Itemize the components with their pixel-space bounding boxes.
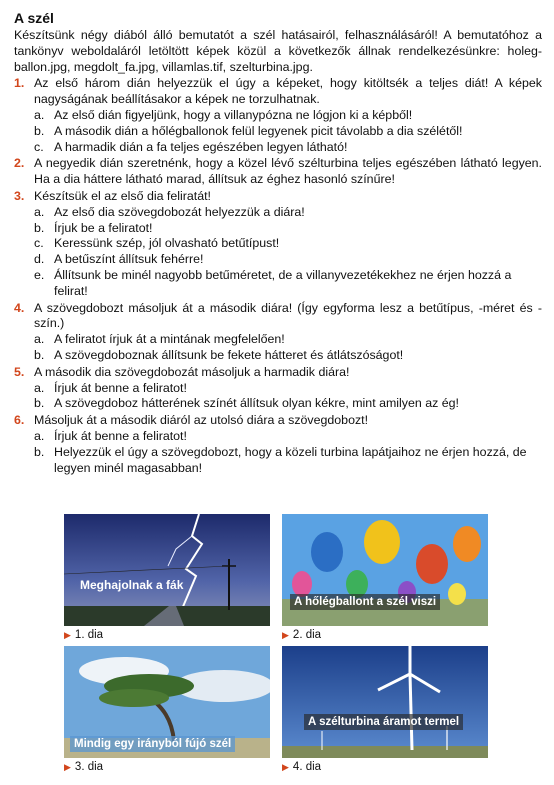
task-number: 3. [14,188,25,203]
subtask-item [14,348,542,364]
subtask-item [14,221,542,237]
subtask-item [14,381,542,397]
task-item [14,365,542,381]
subtask-letter: a. [34,332,45,347]
document-page [14,10,542,476]
triangle-icon: ▶ [282,762,289,772]
bent-tree-image [64,646,270,758]
subtask-text: A harmadik dián a fa teljes egészében legyen látható! [54,139,348,154]
subtask-letter: b. [34,444,45,459]
slide-label [282,760,488,774]
lightning-image [64,514,270,626]
subtask-letter: b. [34,347,45,362]
document-title: A szél [14,10,54,26]
subtask-item [14,332,542,348]
intro-paragraph: Készítsünk négy diából álló bemutatót a szél hatásairól, felhasználásáról! A bemutatóhoz a tankönyv weboldaláról letöltött képek közül a következők állnak rendelkezésünkre: holeg-ballon.jpg, megdolt_fa.jpg, villamlas.tif, szelturbina.jpg. [14,28,542,74]
subtask-item [14,124,542,140]
subtask-letter: b. [34,220,45,235]
subtask-text: Állítsunk be minél nagyobb betűméretet, de a villanyvezetékekhez ne érjen hozzá a felirat! [54,267,512,298]
subtask-item [14,108,542,124]
subtask-letter: a. [34,107,45,122]
task-item [14,413,542,429]
task-text: Másoljuk át a második diáról az utolsó diára a szövegdobozt! [34,413,369,428]
slide-label [64,760,270,774]
slide-label-text: 1. dia [74,629,104,641]
slide-figure-2 [282,514,488,642]
subtask-letter: b. [34,123,45,138]
subtask-text: A szövegdoboz hátterének színét állítsuk olyan kékre, mint amilyen az ég! [54,396,459,411]
subtask-item [14,252,542,268]
subtask-text: Az első dia szövegdobozát helyezzük a diára! [54,204,305,219]
task-item [14,76,542,108]
subtask-item [14,429,542,445]
task-number: 6. [14,413,25,428]
task-number: 2. [14,156,25,171]
task-item [14,156,542,188]
subtask-text: A szövegdoboznak állítsunk be fekete hátteret és átlátszóságot! [54,347,404,362]
slide-gallery [64,514,484,778]
slide-label [282,628,488,642]
task-text: A második dia szövegdobozát másoljuk a harmadik diára! [34,364,350,379]
wind-turbine-image [282,646,488,758]
slide-label [64,628,270,642]
slide-figure-4 [282,646,488,774]
task-list [14,76,542,476]
subtask-item [14,205,542,221]
slide-caption-overlay: Mindig egy irányból fújó szél [70,736,235,752]
subtask-item [14,445,542,477]
subtask-letter: c. [34,236,44,251]
subtask-letter: a. [34,204,45,219]
slide-label-text: 2. dia [292,629,322,641]
subtask-item [14,396,542,412]
subtask-text: Helyezzük el úgy a szövegdobozt, hogy a közeli turbina lapátjaihoz ne érjen hozzá, de legyen minél magasabban! [54,444,527,475]
task-text: A szövegdobozt másoljuk át a második diára! (Így egyforma lesz a betűtípus, -méret és -szín.) [34,300,542,331]
subtask-text: Keressünk szép, jól olvasható betűtípust! [54,236,280,251]
slide-caption-overlay: A szélturbina áramot termel [304,714,463,730]
task-number: 4. [14,300,25,315]
task-text: Készítsük el az első dia feliratát! [34,188,211,203]
subtask-letter: a. [34,428,45,443]
slide-label-text: 4. dia [292,761,322,773]
subtask-item [14,268,542,300]
slide-label-text: 3. dia [74,761,104,773]
slide-figure-3 [64,646,270,774]
subtask-letter: b. [34,396,45,411]
subtask-text: A feliratot írjuk át a mintának megfelelően! [54,332,285,347]
subtask-text: Írjuk át benne a feliratot! [54,428,187,443]
subtask-letter: e. [34,267,45,282]
subtask-text: Az első dián figyeljünk, hogy a villanypózna ne lógjon ki a képből! [54,107,413,122]
task-item [14,301,542,333]
triangle-icon: ▶ [64,630,71,640]
task-number: 1. [14,76,25,91]
subtask-letter: a. [34,380,45,395]
subtask-letter: c. [34,139,44,154]
triangle-icon: ▶ [282,630,289,640]
triangle-icon: ▶ [64,762,71,772]
subtask-text: Írjuk be a feliratot! [54,220,153,235]
subtask-item [14,140,542,156]
task-text: Az első három dián helyezzük el úgy a képeket, hogy kitöltsék a teljes diát! A képek nagyságának beállításakor a képek ne torzulhatnak. [34,76,542,107]
task-text: A negyedik dián szeretnénk, hogy a közel lévő szélturbina teljes egészében látható legyen. Ha a dia háttere látható marad, állítsuk az éghez hasonló színűre! [34,156,542,187]
slide-caption-overlay: A hőlégballont a szél viszi [290,594,440,610]
balloons-image [282,514,488,626]
slide-figure-1 [64,514,270,642]
slide-caption-overlay: Meghajolnak a fák [80,578,184,592]
subtask-text: A betűszínt állítsuk fehérre! [54,252,204,267]
subtask-text: A második dián a hőlégballonok felül legyenek picit távolabb a dia szélétől! [54,123,463,138]
task-number: 5. [14,364,25,379]
subtask-item [14,236,542,252]
subtask-text: Írjuk át benne a feliratot! [54,380,187,395]
subtask-letter: d. [34,252,45,267]
task-item [14,189,542,205]
